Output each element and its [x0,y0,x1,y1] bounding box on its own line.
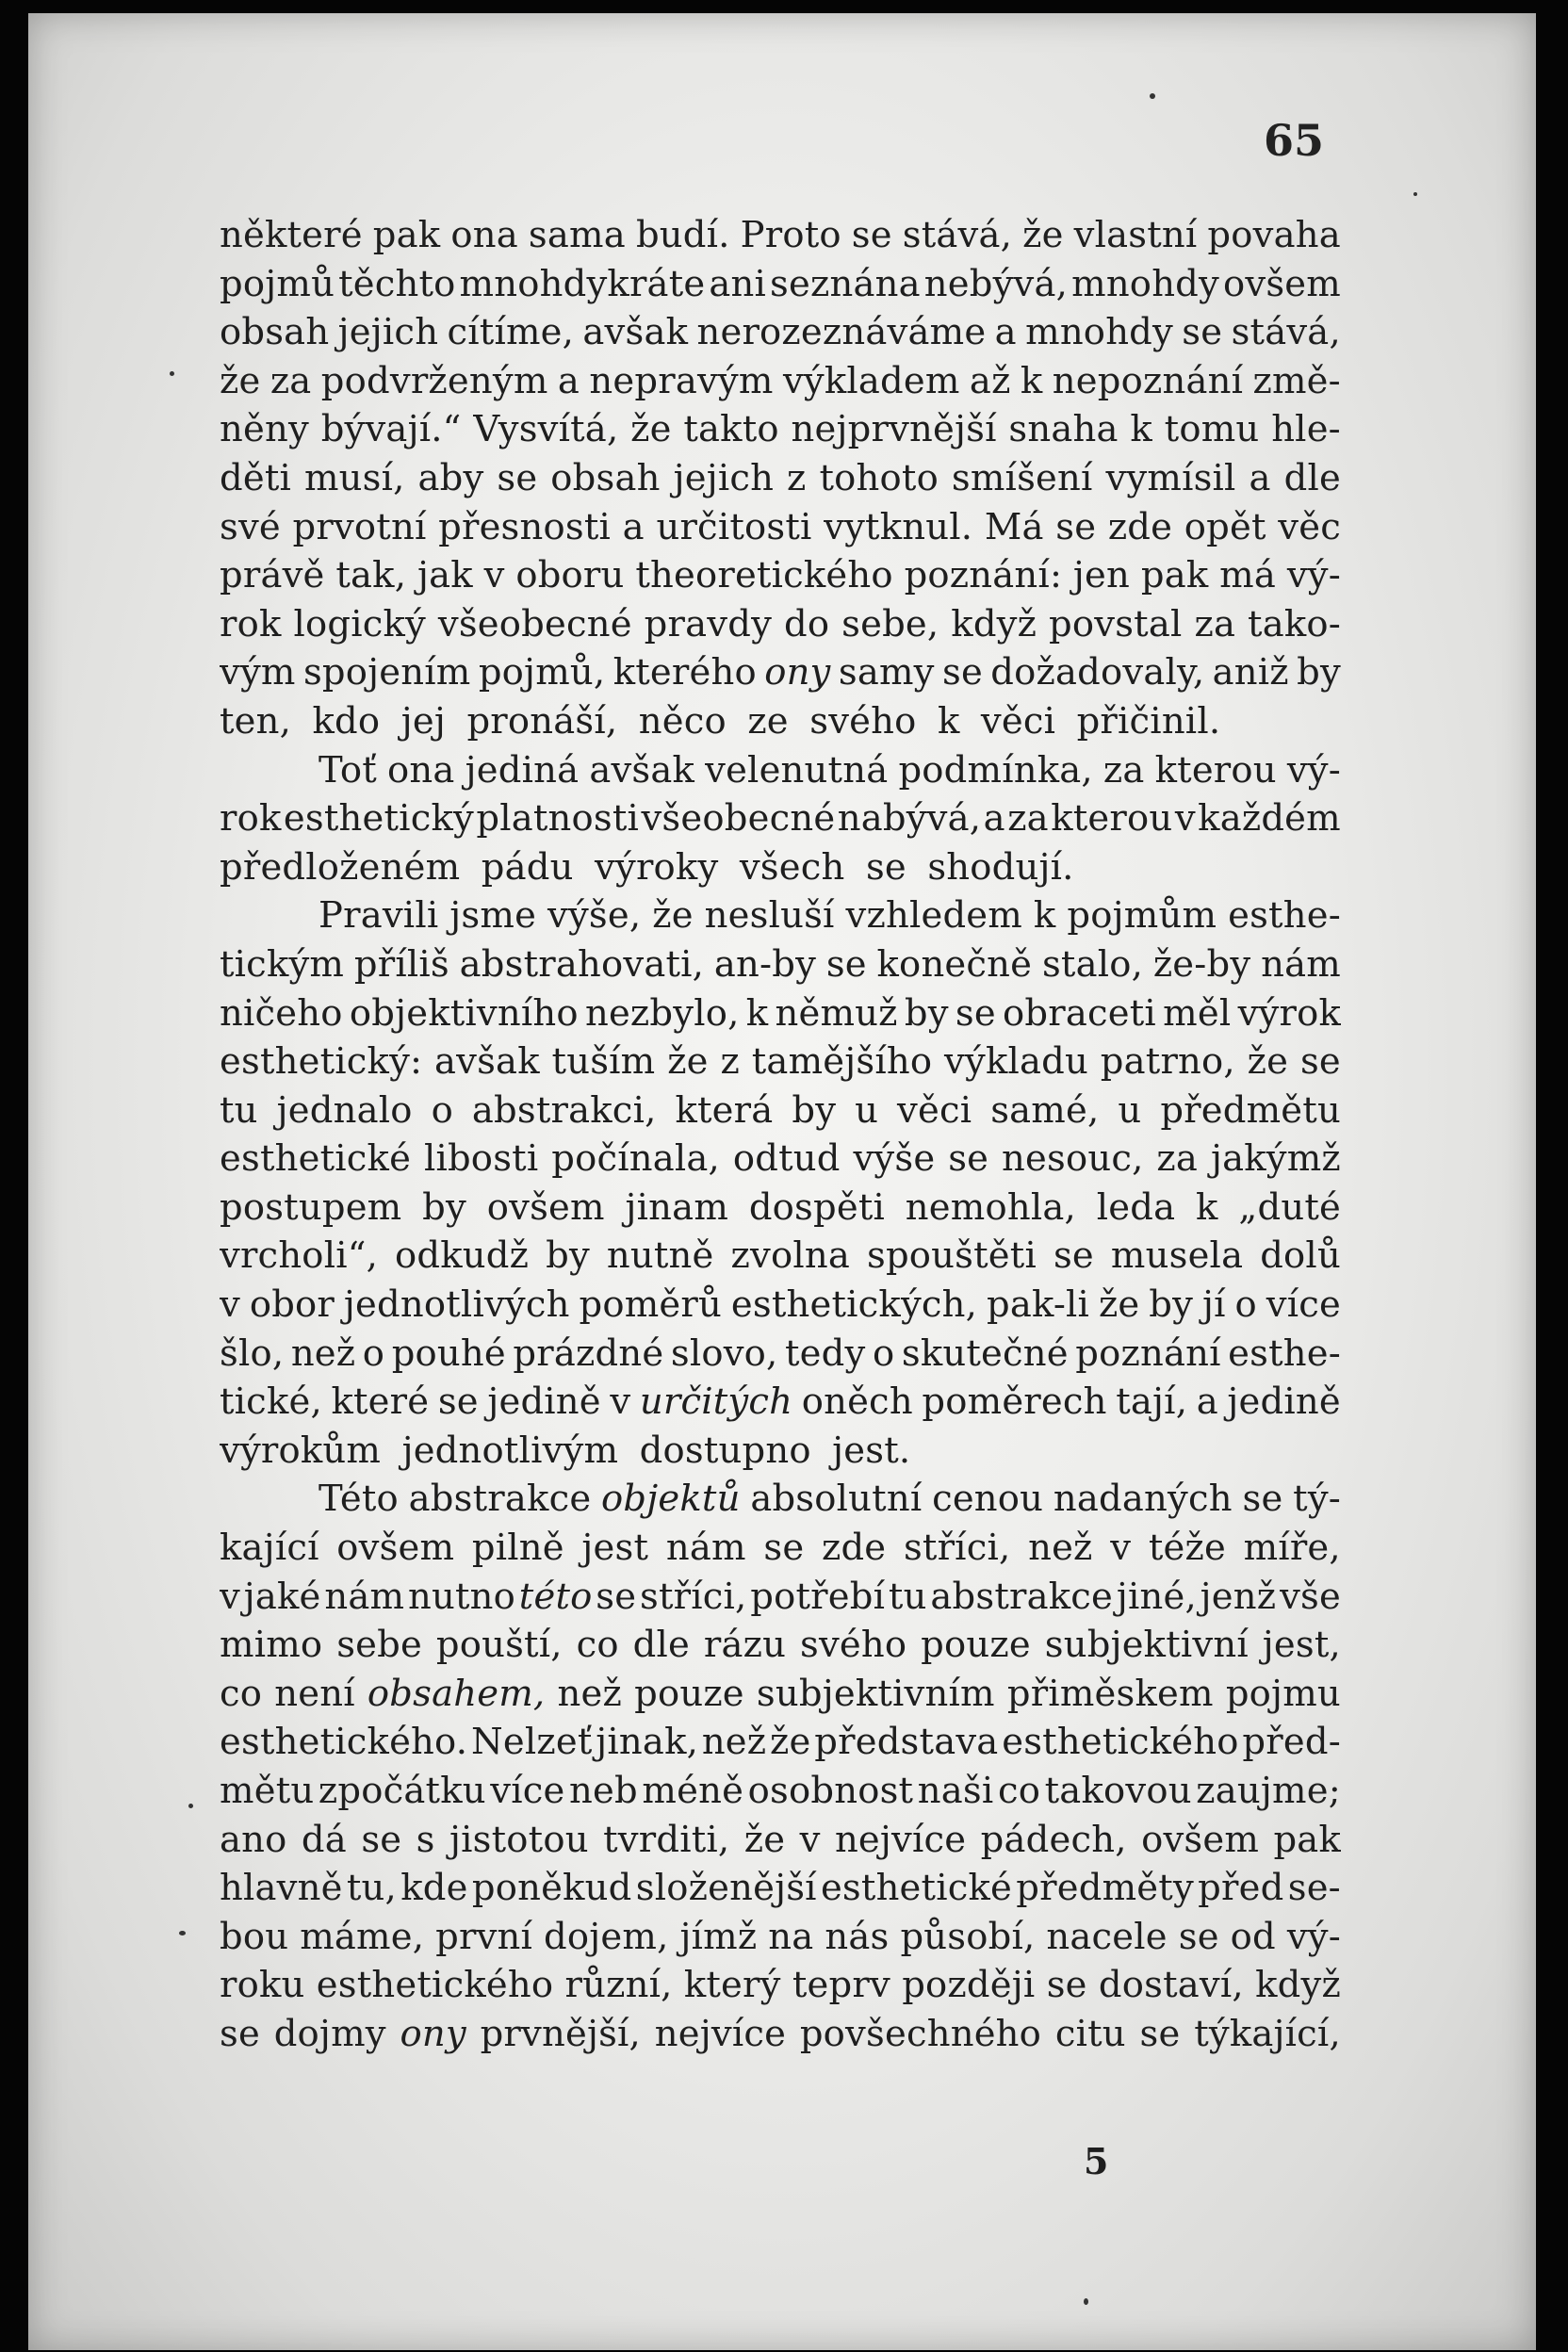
text-line: mimo sebe pouští, co dle rázu svého pouze subjektivní jest, [220,1624,1341,1667]
text-line: své prvotní přesnosti a určitosti vytknul. Má se zde opět věc [220,505,1341,548]
text-line: bou máme, první dojem, jímž na nás působí, nacele se od vý- [220,1915,1341,1958]
print-speck [1084,2298,1088,2305]
text-line: děti musí, aby se obsah jejich z tohoto smíšení vymísil a dle [220,456,1341,499]
text-line: vým spojením pojmů, kterého ony samy se dožadovaly, aniž by [220,651,1341,694]
text-line: v jaké nám nutno této se stříci, potřebí tu abstrakce jiné, jenž vše [220,1575,1341,1618]
text-line: tickým příliš abstrahovati, an-by se konečně stalo, že-by nám [220,942,1341,986]
text-line: Této abstrakce objektů absolutní cenou nadaných se tý- [318,1478,1341,1521]
text-line: šlo, než o pouhé prázdné slovo, tedy o skutečné poznání esthe- [220,1331,1341,1375]
text-line: hlavně tu, kde poněkud složenější esthetické předměty před se- [220,1867,1341,1910]
text-line: výrokům jednotlivým dostupno jest. [220,1429,911,1472]
print-speck [188,1804,193,1808]
text-line: se dojmy ony prvnější, nejvíce povšechného citu se týkající, [220,2012,1341,2055]
text-line: esthetické libosti počínala, odtud výše se nesouc, za jakýmž [220,1137,1341,1181]
book-page [28,13,1536,2350]
text-line: tu jednalo o abstrakci, která by u věci samé, u předmětu [220,1088,1341,1132]
text-line: rok esthetický platnosti všeobecné nabývá, a za kterou v každém [220,797,1341,841]
text-line: postupem by ovšem jinam dospěti nemohla, leda k „duté [220,1185,1341,1229]
text-line: vrcholi“, odkudž by nutně zvolna spouštěti se musela dolů [220,1234,1341,1278]
text-line: roku esthetického různí, který teprv později se dostaví, když [220,1964,1341,2007]
text-line: Pravili jsme výše, že nesluší vzhledem k pojmům esthe- [318,894,1341,938]
page-number: 65 [1263,115,1324,166]
text-line: ano dá se s jistotou tvrditi, že v nejvíce pádech, ovšem pak [220,1818,1341,1861]
text-line: něny bývají.“ Vysvítá, že takto nejprvnější snaha k tomu hle- [220,408,1341,451]
text-line: mětu zpočátku více neb méně osobnost naši co takovou zaujme; [220,1770,1341,1812]
print-speck [1150,93,1155,99]
text-line: tické, které se jedině v určitých oněch poměrech tají, a jedině [220,1380,1341,1424]
printer-signature-mark: 5 [1084,2140,1109,2182]
body-text [220,211,1341,2059]
print-speck [170,371,174,376]
text-line: právě tak, jak v oboru theoretického poznání: jen pak má vý- [220,554,1341,597]
text-line: Toť ona jediná avšak velenutná podmínka, za kterou vý- [318,748,1341,792]
text-line: esthetický: avšak tuším že z tamějšího výkladu patrno, že se [220,1040,1341,1084]
text-line: esthetického. Nelzeť jinak, než že představa esthetického před- [220,1721,1341,1764]
print-speck [1413,192,1417,196]
text-line: v obor jednotlivých poměrů esthetických, pak-li že by jí o více [220,1283,1341,1327]
print-speck [179,1931,186,1936]
text-line: předloženém pádu výroky všech se shodují. [220,845,1074,889]
text-line: ničeho objektivního nezbylo, k němuž by se obraceti měl výrok [220,991,1341,1035]
text-line: některé pak ona sama budí. Proto se stává, že vlastní povaha [220,214,1341,256]
text-line: kající ovšem pilně jest nám se zde stříci, než v téže míře, [220,1527,1341,1570]
text-line: že za podvrženým a nepravým výkladem až k nepoznání změ- [220,359,1341,402]
text-line: rok logický všeobecné pravdy do sebe, když povstal za tako- [220,602,1341,645]
text-line: pojmů těchto mnohdykráte ani seznána nebývá, mnohdy ovšem [220,262,1341,305]
text-line: ten, kdo jej pronáší, něco ze svého k věci přičinil. [220,699,1221,743]
text-line: obsah jejich cítíme, avšak nerozeznáváme a mnohdy se stává, [220,311,1341,354]
text-line: co není obsahem, než pouze subjektivním přiměskem pojmu [220,1672,1341,1715]
